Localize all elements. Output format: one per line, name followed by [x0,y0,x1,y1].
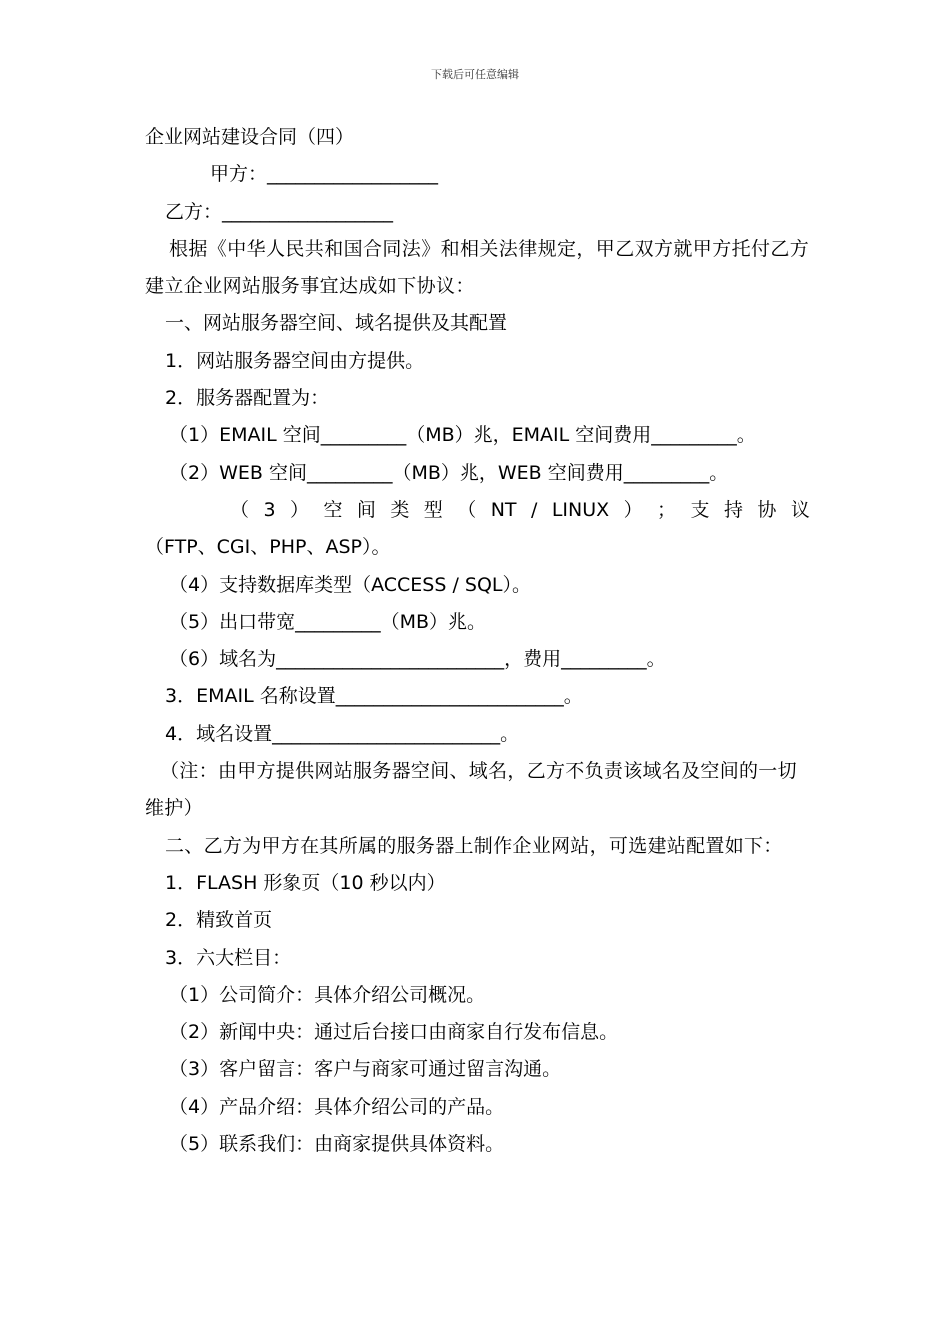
s1-config-1: （1）EMAIL 空间_________（MB）兆，EMAIL 空间费用_________。 [169,424,756,447]
s1-config-3-token: 持 [723,498,743,521]
party-b-line: 乙方：__________________ [165,200,394,223]
s2-item-3: 3．六大栏目： [165,946,292,969]
s1-config-5: （5）出口带宽_________（MB）兆。 [169,610,487,633]
s2-column-4: （4）产品介绍：具体介绍公司的产品。 [169,1095,505,1118]
s1-config-2: （2）WEB 空间_________（MB）兆，WEB 空间费用_________。 [169,461,729,484]
s1-config-6: （6）域名为________________________，费用_________。 [169,648,666,671]
s2-item-2: 2．精致首页 [165,909,273,932]
intro-text: 根据《中华人民共和国合同法》和相关法律规定，甲乙双方就甲方托付乙方建立企业网站服务事宜达成如下协议： [145,237,810,298]
s1-item-2: 2．服务器配置为： [165,387,330,410]
s1-config-3-token: 类 [390,498,410,521]
s1-config-3-token: ） [623,498,643,521]
s1-config-3-token: 支 [690,498,710,521]
party-a-line: 甲方：__________________ [210,163,439,186]
s1-config-3 [145,492,810,529]
s1-config-3-token: （ [457,498,477,521]
s1-config-3-token: 议 [790,498,810,521]
document-title: 企业网站建设合同（四） [145,126,355,148]
s1-config-3-token: 空 [323,498,343,521]
s1-item-3: 3．EMAIL 名称设置________________________。 [165,685,583,708]
s2-column-1: （1）公司简介：具体介绍公司概况。 [169,983,486,1006]
s1-note-text: （注：由甲方提供网站服务器空间、域名，乙方不负责该域名及空间的一切维护） [145,760,797,820]
s1-config-3-token: 协 [757,498,777,521]
s1-note [145,753,810,828]
s2-column-2: （2）新闻中央：通过后台接口由商家自行发布信息。 [169,1021,619,1044]
contract-body [145,119,810,1163]
s1-config-3-token: ） [289,498,309,521]
s1-item-4: 4．域名设置________________________。 [165,722,520,745]
page-header-note: 下载后可任意编辑 [431,68,519,81]
s1-config-3-token: ； [657,498,677,521]
s1-config-3-token: 3 [263,498,276,521]
s2-column-3: （3）客户留言：客户与商家可通过留言沟通。 [169,1058,562,1081]
s1-config-3-token: LINUX [551,498,610,521]
s1-config-3-token: （ [230,498,250,521]
section-2-heading [145,828,810,865]
section-1-heading: 一、网站服务器空间、域名提供及其配置 [165,312,508,335]
s1-config-3-token: 间 [356,498,376,521]
s1-config-4: （4）支持数据库类型（ACCESS / SQL）。 [169,573,531,596]
s1-config-3-continued: （FTP、CGI、PHP、ASP）。 [145,536,391,559]
s1-item-1: 1．网站服务器空间由方提供。 [165,349,425,372]
s1-config-3-token: / [530,498,538,521]
s1-config-3-token: 型 [423,498,443,521]
s2-column-5: （5）联系我们：由商家提供具体资料。 [169,1133,505,1156]
s1-config-3-token: NT [490,498,517,521]
section-2-heading-text: 二、乙方为甲方在其所属的服务器上制作企业网站，可选建站配置如下： [165,834,783,857]
intro-paragraph [145,231,810,306]
s2-item-1: 1．FLASH 形象页（10 秒以内） [165,871,446,894]
